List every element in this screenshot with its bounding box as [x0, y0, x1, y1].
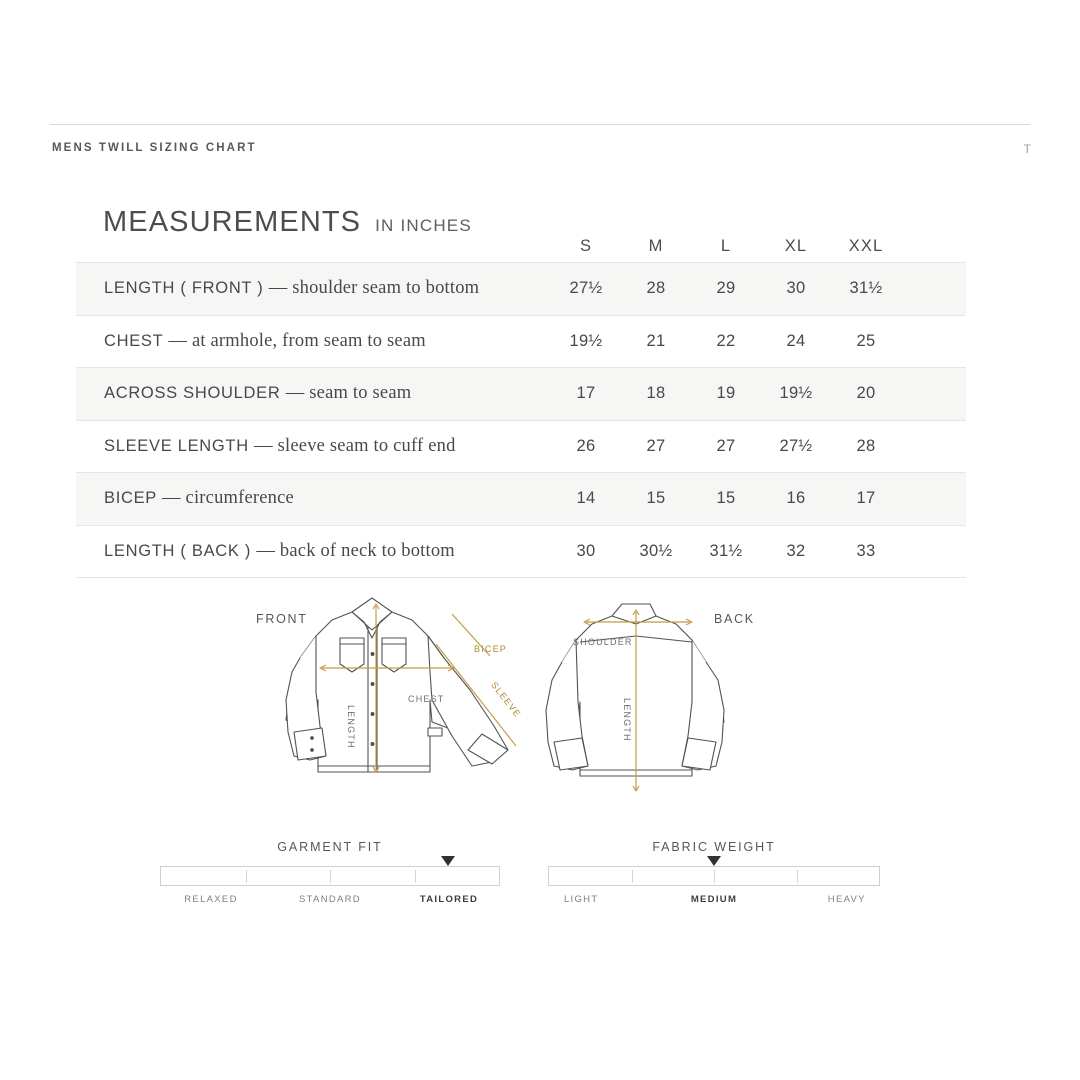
cell-xxl: 20	[856, 384, 876, 403]
row-label	[76, 541, 551, 562]
page-subtitle: IN INCHES	[375, 216, 472, 235]
cell-l: 15	[716, 489, 736, 508]
cell-xl: 19½	[779, 384, 813, 403]
row-name: ACROSS SHOULDER	[104, 384, 281, 403]
scale-label-light[interactable]: LIGHT	[563, 894, 599, 905]
table-row	[76, 420, 966, 473]
row-name: SLEEVE LENGTH	[104, 436, 249, 455]
cell-m: 27	[646, 436, 666, 455]
table-row	[76, 262, 966, 315]
cell-l: 19	[716, 384, 736, 403]
cell-s: 30	[576, 541, 596, 560]
callout-sleeve: SLEEVE	[489, 680, 524, 720]
row-desc: — circumference	[162, 488, 294, 509]
tick	[415, 870, 416, 883]
cell-m: 21	[646, 331, 666, 350]
column-header-l: L	[720, 237, 732, 255]
cell-xxl: 28	[856, 436, 876, 455]
row-desc: — seam to seam	[285, 383, 412, 404]
header-rule	[50, 124, 1030, 125]
cell-xl: 27½	[779, 436, 813, 455]
row-desc: — shoulder seam to bottom	[268, 278, 480, 299]
callout-chest: CHEST	[408, 694, 445, 704]
row-name: LENGTH ( BACK )	[104, 541, 252, 560]
garment-fit-marker[interactable]	[441, 856, 455, 866]
cell-s: 14	[576, 489, 596, 508]
row-desc: — back of neck to bottom	[256, 540, 455, 561]
scale-label-medium[interactable]: MEDIUM	[690, 894, 738, 905]
scale-label-heavy[interactable]: HEAVY	[827, 894, 866, 905]
row-desc: — at armhole, from seam to seam	[168, 330, 426, 351]
back-view-label: BACK	[714, 612, 755, 626]
shirt-diagrams	[0, 580, 1080, 810]
row-name: LENGTH ( FRONT )	[104, 279, 264, 298]
fabric-weight-title: FABRIC WEIGHT	[652, 840, 776, 854]
cell-s: 17	[576, 384, 596, 403]
fabric-weight-slider[interactable]	[548, 840, 880, 908]
cell-xl: 32	[786, 541, 806, 560]
row-desc: — sleeve seam to cuff end	[254, 435, 456, 456]
fabric-weight-marker[interactable]	[707, 856, 721, 866]
table-header-row	[76, 200, 966, 262]
cell-l: 29	[716, 279, 736, 298]
tick	[330, 870, 331, 883]
tick	[632, 870, 633, 883]
cell-xxl: 33	[856, 541, 876, 560]
row-label	[76, 331, 551, 352]
garment-fit-title: GARMENT FIT	[277, 840, 383, 854]
cell-xxl: 17	[856, 489, 876, 508]
scale-label-tailored[interactable]: TAILORED	[419, 894, 479, 905]
garment-fit-track[interactable]	[160, 866, 500, 886]
scale-label-standard[interactable]: STANDARD	[299, 894, 361, 905]
row-label	[76, 383, 551, 404]
row-name: CHEST	[104, 331, 164, 350]
callout-length-back: LENGTH	[622, 698, 632, 742]
cell-xl: 30	[786, 279, 806, 298]
row-label	[76, 278, 551, 299]
row-name: BICEP	[104, 489, 157, 508]
corner-mark: T	[1023, 142, 1032, 156]
page-kicker: MENS TWILL SIZING CHART	[52, 142, 257, 154]
cell-m: 30½	[639, 541, 673, 560]
garment-fit-scale	[160, 894, 500, 908]
cell-s: 19½	[569, 331, 603, 350]
tick	[797, 870, 798, 883]
callout-bicep: BICEP	[474, 644, 508, 654]
table-row	[76, 525, 966, 579]
tick	[714, 870, 715, 883]
front-view-label: FRONT	[256, 612, 308, 626]
cell-s: 27½	[569, 279, 603, 298]
callout-shoulder: SHOULDER	[573, 637, 633, 647]
fabric-weight-track[interactable]	[548, 866, 880, 886]
table-row	[76, 472, 966, 525]
fabric-weight-scale	[548, 894, 880, 908]
cell-l: 22	[716, 331, 736, 350]
cell-m: 28	[646, 279, 666, 298]
row-label	[76, 488, 551, 509]
cell-xxl: 25	[856, 331, 876, 350]
column-header-s: S	[579, 237, 593, 255]
shirt-illustrations	[0, 580, 1080, 810]
measurements-table	[76, 200, 966, 578]
table-row	[76, 367, 966, 420]
cell-l: 27	[716, 436, 736, 455]
cell-xl: 24	[786, 331, 806, 350]
tick	[246, 870, 247, 883]
cell-m: 18	[646, 384, 666, 403]
callout-length-front: LENGTH	[346, 705, 356, 749]
column-header-m: M	[648, 237, 664, 255]
column-header-xxl: XXL	[848, 237, 884, 255]
cell-s: 26	[576, 436, 596, 455]
row-label	[76, 436, 551, 457]
garment-fit-slider[interactable]	[160, 840, 500, 908]
cell-l: 31½	[709, 541, 743, 560]
column-header-xl: XL	[784, 237, 808, 255]
cell-xxl: 31½	[849, 279, 883, 298]
scale-label-relaxed[interactable]: RELAXED	[184, 894, 238, 905]
page-title: MEASUREMENTS	[103, 206, 362, 238]
cell-xl: 16	[786, 489, 806, 508]
cell-m: 15	[646, 489, 666, 508]
table-row	[76, 315, 966, 368]
